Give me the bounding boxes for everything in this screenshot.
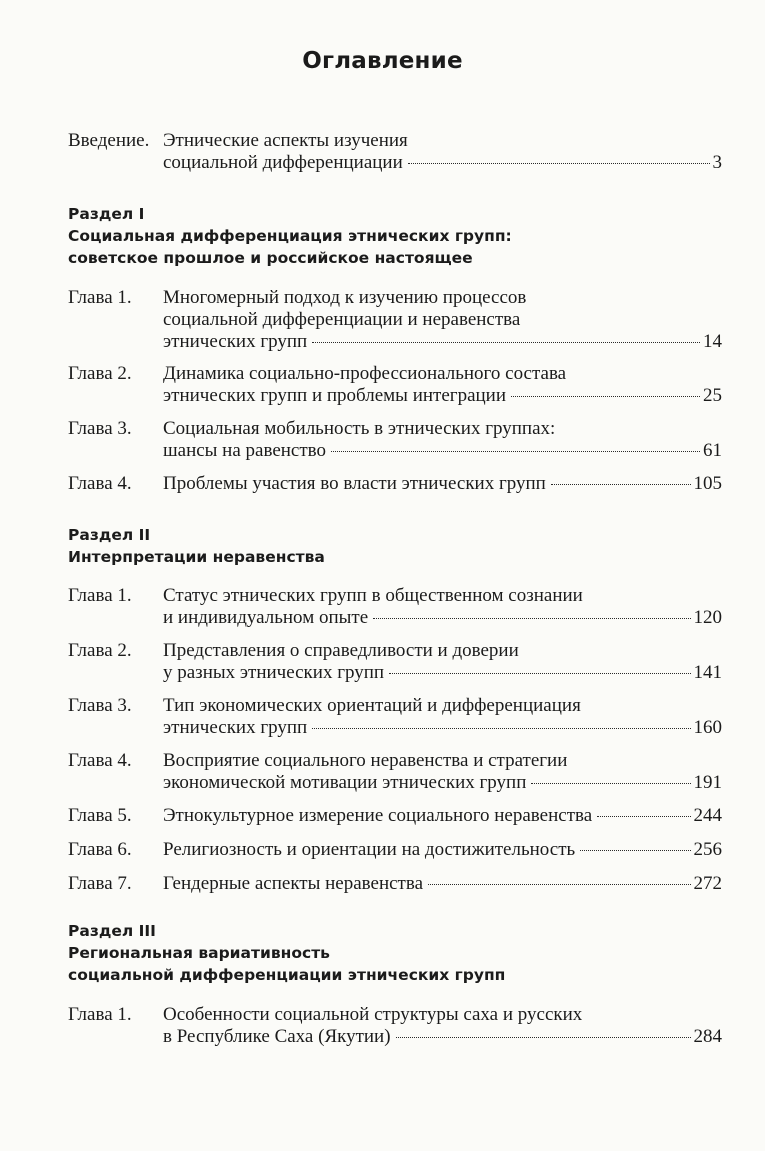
page-number: 25 [703, 385, 722, 406]
intro-title-line-1: Этнические аспекты изучения [163, 130, 408, 151]
page-number: 160 [693, 717, 722, 738]
chapter-entry[interactable] [163, 873, 722, 895]
dot-leader [312, 342, 700, 343]
dot-leader [396, 1037, 691, 1038]
dot-leader [551, 484, 691, 485]
chapter-label: Глава 7. [68, 873, 132, 894]
chapter-entry[interactable] [163, 385, 722, 407]
page-number: 284 [693, 1026, 722, 1047]
chapter-title-line: шансы на равенство [163, 440, 327, 461]
page-number: 3 [712, 152, 722, 173]
page-number: 272 [693, 873, 722, 894]
chapter-entry[interactable] [163, 717, 722, 739]
chapter-title-line: у разных этнических групп [163, 662, 385, 683]
chapter-title-line: Динамика социально-профессионального состава [163, 363, 567, 384]
section-2-heading: Раздел II [68, 526, 151, 544]
chapter-entry[interactable] [163, 607, 722, 629]
chapter-label: Глава 2. [68, 363, 132, 384]
chapter-title-line: Тип экономических ориентаций и дифференциация [163, 695, 581, 716]
page-number: 141 [693, 662, 722, 683]
chapter-title-line: Восприятие социального неравенства и стратегии [163, 750, 568, 771]
chapter-entry[interactable] [163, 772, 722, 794]
chapter-title-line: экономической мотивации этнических групп [163, 772, 527, 793]
chapter-entry[interactable] [163, 805, 722, 827]
chapter-title-line: в Республике Саха (Якутии) [163, 1026, 391, 1047]
chapter-label: Глава 3. [68, 418, 132, 439]
section-1-subtitle-2: советское прошлое и российское настоящее [68, 249, 473, 267]
dot-leader [331, 451, 700, 452]
chapter-label: Глава 3. [68, 695, 132, 716]
dot-leader [408, 163, 710, 164]
dot-leader [580, 850, 690, 851]
chapter-title-line: Особенности социальной структуры саха и русских [163, 1004, 583, 1025]
chapter-label: Глава 4. [68, 750, 132, 771]
intro-title-line-2: социальной дифференциации [163, 152, 403, 173]
chapter-title-line: Социальная мобильность в этнических группах: [163, 418, 556, 439]
chapter-label: Глава 1. [68, 1004, 132, 1025]
chapter-title-line: социальной дифференциации и неравенства [163, 309, 521, 330]
chapter-entry[interactable] [163, 662, 722, 684]
dot-leader [373, 618, 690, 619]
section-3-heading: Раздел III [68, 922, 156, 940]
chapter-entry[interactable] [163, 440, 722, 462]
page-number: 256 [693, 839, 722, 860]
chapter-label: Глава 6. [68, 839, 132, 860]
chapter-entry[interactable] [163, 473, 722, 495]
dot-leader [597, 816, 690, 817]
dot-leader [389, 673, 690, 674]
chapter-title-line: Многомерный подход к изучению процессов [163, 287, 527, 308]
chapter-title-line: Представления о справедливости и доверии [163, 640, 519, 661]
page-number: 14 [703, 331, 722, 352]
dot-leader [531, 783, 690, 784]
chapter-title-line: этнических групп и проблемы интеграции [163, 385, 507, 406]
section-1-heading: Раздел I [68, 205, 145, 223]
page-number: 61 [703, 440, 722, 461]
chapter-title-line: этнических групп [163, 331, 308, 352]
chapter-label: Глава 1. [68, 287, 132, 308]
section-2-subtitle: Интерпретации неравенства [68, 548, 325, 566]
intro-label: Введение. [68, 130, 150, 151]
chapter-entry[interactable] [163, 1026, 722, 1048]
dot-leader [312, 728, 690, 729]
section-1-subtitle-1: Социальная дифференциация этнических групп: [68, 227, 512, 245]
page-title: Оглавление [302, 48, 463, 74]
section-3-subtitle-2: социальной дифференциации этнических групп [68, 966, 506, 984]
chapter-label: Глава 5. [68, 805, 132, 826]
chapter-title-line: этнических групп [163, 717, 308, 738]
dot-leader [511, 396, 700, 397]
section-3-subtitle-1: Региональная вариативность [68, 944, 330, 962]
chapter-title-line: Проблемы участия во власти этнических групп [163, 473, 546, 494]
chapter-title-line: Религиозность и ориентации на достижительность [163, 839, 576, 860]
page-number: 191 [693, 772, 722, 793]
chapter-entry[interactable] [163, 331, 722, 353]
page-number: 120 [693, 607, 722, 628]
chapter-title-line: Гендерные аспекты неравенства [163, 873, 424, 894]
chapter-title-line: Статус этнических групп в общественном сознании [163, 585, 583, 606]
chapter-entry[interactable] [163, 839, 722, 861]
chapter-title-line: Этнокультурное измерение социального неравенства [163, 805, 593, 826]
chapter-label: Глава 2. [68, 640, 132, 661]
chapter-label: Глава 4. [68, 473, 132, 494]
page-number: 105 [693, 473, 722, 494]
chapter-label: Глава 1. [68, 585, 132, 606]
chapter-title-line: и индивидуальном опыте [163, 607, 369, 628]
dot-leader [428, 884, 690, 885]
page-number: 244 [693, 805, 722, 826]
intro-entry[interactable] [163, 152, 722, 174]
